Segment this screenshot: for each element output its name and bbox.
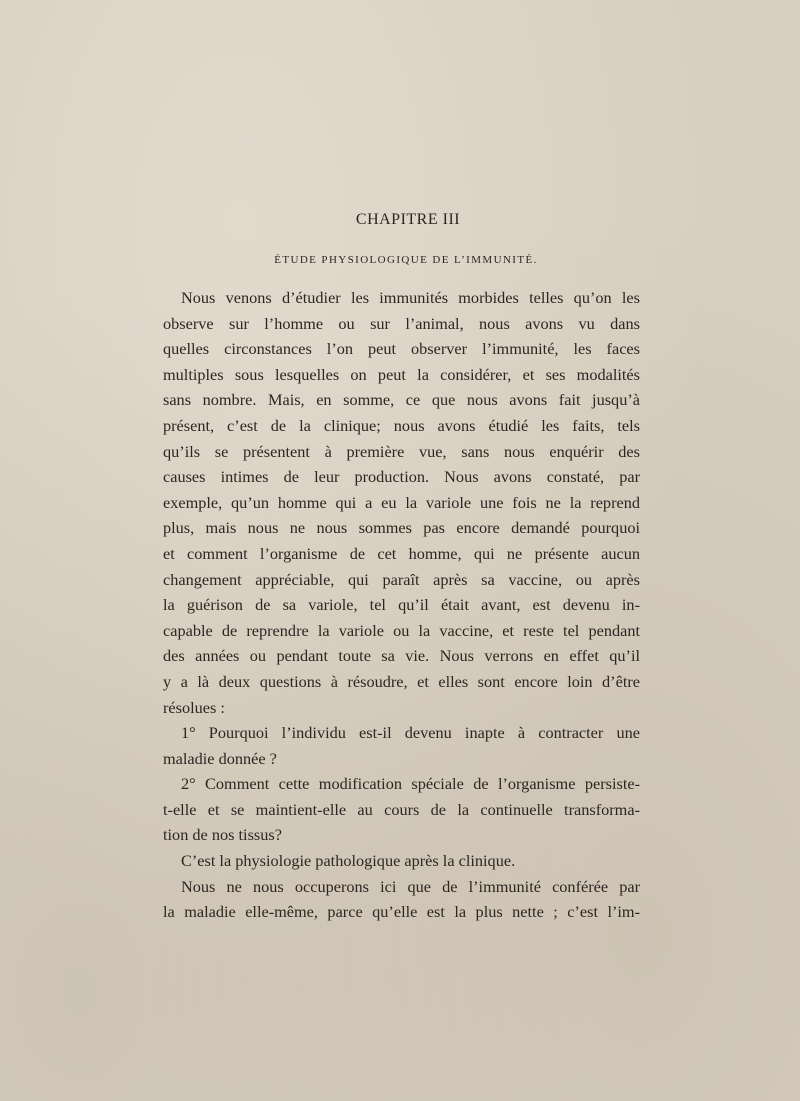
text-line: quelles circonstances l’on peut observer l’immunité, les faces (163, 339, 640, 359)
text-line: multiples sous lesquelles on peut la considérer, et ses modalités (163, 364, 640, 384)
text-line: observe sur l’homme ou sur l’animal, nous avons vu dans (163, 313, 640, 333)
text-line: capable de reprendre la variole ou la vaccine, et reste tel pendant (163, 620, 640, 640)
text-line: et comment l’organisme de cet homme, qui ne présente aucun (163, 543, 640, 563)
text-line: causes intimes de leur production. Nous avons constaté, par (163, 467, 640, 487)
text-line: la maladie elle-même, parce qu’elle est la plus nette ; c’est l’im- (163, 902, 640, 922)
text-line: Nous ne nous occuperons ici que de l’immunité conférée par (181, 876, 640, 896)
body-text (163, 285, 640, 925)
section-title: ÉTUDE PHYSIOLOGIQUE DE L’IMMUNITÉ. (274, 254, 538, 266)
text-line: changement appréciable, qui paraît après sa vaccine, ou après (163, 569, 640, 589)
chapter-title: CHAPITRE III (355, 211, 461, 228)
text-line: la guérison de sa variole, tel qu’il était avant, est devenu in- (163, 595, 640, 615)
text-line: tion de nos tissus? (163, 825, 282, 845)
text-line: exemple, qu’un homme qui a eu la variole une fois ne la reprend (163, 492, 640, 512)
text-line: qu’ils se présentent à première vue, sans nous enquérir des (163, 441, 640, 461)
text-line: maladie donnée ? (163, 748, 277, 768)
text-line: C’est la physiologie pathologique après la clinique. (181, 851, 516, 871)
text-line: Nous venons d’étudier les immunités morbides telles qu’on les (181, 288, 640, 307)
text-line: résolues : (163, 697, 225, 717)
text-line: y a là deux questions à résoudre, et elles sont encore loin d’être (163, 671, 640, 691)
text-line: sans nombre. Mais, en somme, ce que nous avons fait jusqu’à (163, 390, 640, 410)
text-line: 1° Pourquoi l’individu est-il devenu inapte à contracter une (181, 723, 640, 743)
text-line: 2° Comment cette modification spéciale de l’organisme persiste- (181, 774, 640, 794)
text-line: t-elle et se maintient-elle au cours de la continuelle transforma- (163, 799, 640, 819)
text-line: plus, mais nous ne nous sommes pas encore demandé pourquoi (163, 518, 640, 538)
text-line: des années ou pendant toute sa vie. Nous verrons en effet qu’il (163, 646, 640, 666)
text-line: présent, c’est de la clinique; nous avons étudié les faits, tels (163, 415, 640, 435)
